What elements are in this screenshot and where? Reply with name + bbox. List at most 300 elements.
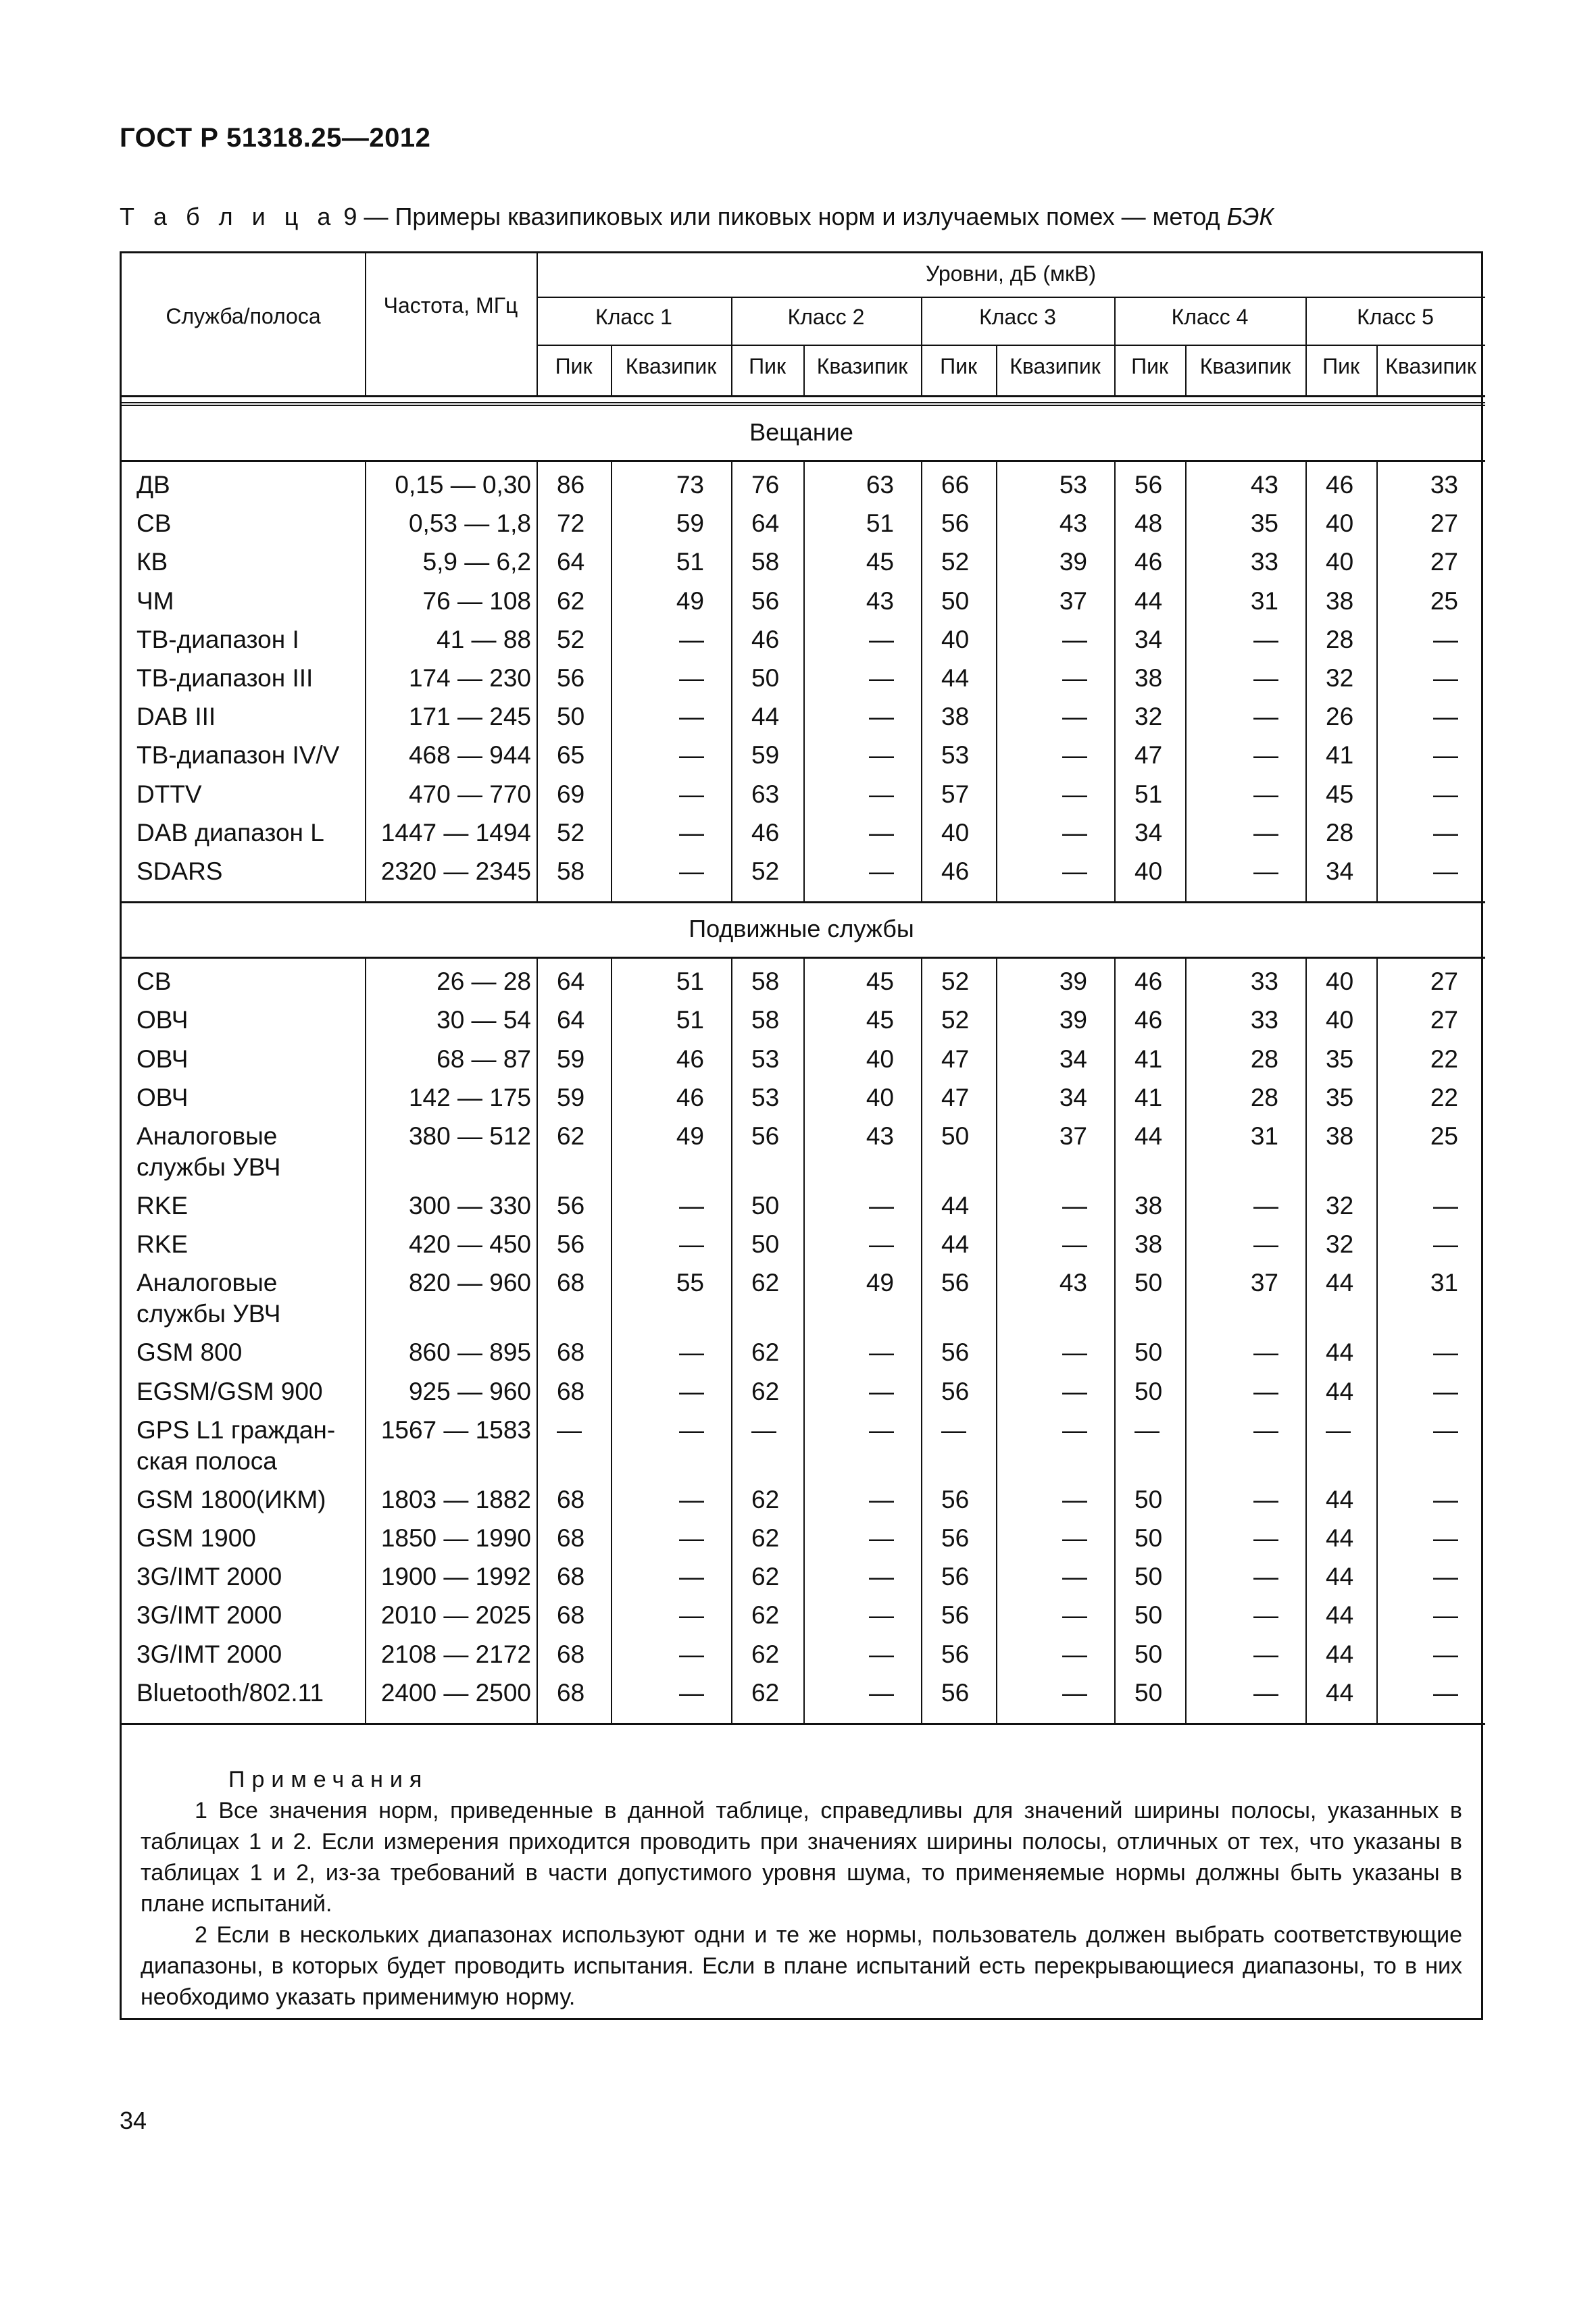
quasipeak-value: — <box>869 741 894 770</box>
quasipeak-value: — <box>1253 1524 1278 1552</box>
frequency-range: 76 — 108 <box>422 586 531 615</box>
peak-value: 56 <box>1134 471 1163 499</box>
service-name <box>136 1678 324 1709</box>
peak-value: — <box>751 1415 776 1444</box>
table-caption: Т а б л и ц а 9 — Примеры квазипиковых или пиковых норм и излучаемых помех — метод БЭК <box>120 203 1274 230</box>
peak-value: 58 <box>751 967 780 996</box>
quasipeak-value: — <box>679 1192 704 1219</box>
quasipeak-value: — <box>1062 625 1087 653</box>
peak-value: 44 <box>1134 586 1163 615</box>
subheader-quasipeak: Квазипик <box>816 354 908 378</box>
peak-value: 32 <box>1326 1192 1354 1219</box>
peak-value: 68 <box>557 1269 585 1297</box>
peak-value: 48 <box>1134 509 1163 538</box>
quasipeak-value: — <box>1253 1563 1278 1591</box>
quasipeak-value: — <box>679 1601 704 1630</box>
peak-value: 44 <box>1326 1640 1354 1668</box>
frequency-range: 820 — 960 <box>408 1269 531 1297</box>
quasipeak-value: 33 <box>1430 471 1458 499</box>
grid-line-vertical <box>1376 460 1378 901</box>
subheader-peak: Пик <box>1322 354 1360 378</box>
service-line: RKE <box>136 1230 189 1259</box>
quasipeak-value: — <box>1062 1230 1087 1259</box>
service-line: ОВЧ <box>136 1045 189 1073</box>
peak-value: 44 <box>941 1192 970 1219</box>
quasipeak-value: — <box>679 625 704 653</box>
quasipeak-value: — <box>1062 741 1087 770</box>
peak-value: 44 <box>1326 1377 1354 1405</box>
service-line: 3G/IMT 2000 <box>136 1601 282 1630</box>
quasipeak-value: — <box>869 1338 894 1367</box>
peak-value: 64 <box>751 509 780 538</box>
peak-value: 50 <box>941 586 970 615</box>
quasipeak-value: — <box>869 1563 894 1591</box>
peak-value: 50 <box>1134 1338 1163 1367</box>
quasipeak-value: 27 <box>1430 509 1458 538</box>
grid-line-vertical <box>1114 957 1116 1723</box>
quasipeak-value: — <box>679 1338 704 1367</box>
frequency-range: 300 — 330 <box>408 1192 531 1219</box>
peak-value: 58 <box>557 857 585 885</box>
peak-value: 62 <box>751 1563 780 1591</box>
peak-value: 26 <box>1326 703 1354 731</box>
grid-line-vertical <box>1376 957 1378 1723</box>
quasipeak-value: — <box>1253 1678 1278 1707</box>
grid-line-vertical <box>1185 957 1187 1723</box>
service-name <box>136 1082 188 1113</box>
peak-value: 68 <box>557 1485 585 1513</box>
grid-line-horizontal <box>122 901 1485 903</box>
peak-value: 57 <box>941 780 970 808</box>
class-header: Класс 2 <box>787 305 865 329</box>
peak-value: 68 <box>557 1678 585 1707</box>
peak-value: 41 <box>1134 1083 1163 1111</box>
service-name <box>136 1337 242 1368</box>
quasipeak-value: — <box>1253 1601 1278 1630</box>
frequency-range: 420 — 450 <box>408 1230 531 1259</box>
quasipeak-value: — <box>1433 1230 1458 1259</box>
service-line: ОВЧ <box>136 1006 189 1034</box>
peak-value: 62 <box>751 1524 780 1552</box>
service-line: КВ <box>136 548 168 576</box>
peak-value: 64 <box>557 1006 585 1034</box>
quasipeak-value: — <box>1253 741 1278 770</box>
service-name <box>136 508 171 539</box>
quasipeak-value: 28 <box>1250 1083 1278 1111</box>
service-line: Аналоговые <box>136 1122 278 1150</box>
peak-value: 62 <box>751 1640 780 1668</box>
caption-text: Примеры квазипиковых или пиковых норм и излучаемых помех — метод <box>395 203 1220 230</box>
service-line: EGSM/GSM 900 <box>136 1377 323 1405</box>
quasipeak-value: 43 <box>1059 509 1087 538</box>
subheader-quasipeak: Квазипик <box>1009 354 1101 378</box>
quasipeak-value: 22 <box>1430 1045 1458 1073</box>
emission-limits-table <box>120 251 1483 2020</box>
service-name <box>136 818 324 849</box>
frequency-range: 1900 — 1992 <box>380 1563 531 1591</box>
peak-value: 52 <box>751 857 780 885</box>
quasipeak-value: 37 <box>1250 1269 1278 1297</box>
service-line: ДВ <box>136 471 170 499</box>
peak-value: 41 <box>1134 1045 1163 1073</box>
quasipeak-value: — <box>1433 857 1458 885</box>
peak-value: 35 <box>1326 1045 1354 1073</box>
peak-value: 56 <box>941 509 970 538</box>
page-number: 34 <box>120 2107 147 2134</box>
quasipeak-value: 73 <box>676 471 704 499</box>
peak-value: 28 <box>1326 818 1354 847</box>
subheader-peak: Пик <box>940 354 977 378</box>
quasipeak-value: — <box>1062 1377 1087 1405</box>
grid-line-vertical <box>537 957 538 1723</box>
quasipeak-value: — <box>679 1415 704 1444</box>
quasipeak-value: — <box>1433 780 1458 808</box>
quasipeak-value: — <box>1253 1338 1278 1367</box>
quasipeak-value: — <box>1433 1377 1458 1405</box>
service-name <box>136 586 174 617</box>
peak-value: 32 <box>1134 703 1163 731</box>
frequency-range: 468 — 944 <box>408 741 531 770</box>
quasipeak-value: — <box>869 1678 894 1707</box>
frequency-range: 5,9 — 6,2 <box>422 548 531 576</box>
service-name <box>136 1121 280 1183</box>
peak-value: 72 <box>557 509 585 538</box>
class-header: Класс 4 <box>1171 305 1249 329</box>
quasipeak-value: — <box>679 703 704 731</box>
quasipeak-value: — <box>679 1524 704 1552</box>
quasipeak-value: — <box>1062 703 1087 731</box>
quasipeak-value: 43 <box>1059 1269 1087 1297</box>
quasipeak-value: 33 <box>1250 967 1278 996</box>
peak-value: 50 <box>1134 1640 1163 1668</box>
peak-value: 41 <box>1326 741 1354 770</box>
quasipeak-value: — <box>1253 1192 1278 1219</box>
peak-value: 53 <box>751 1083 780 1111</box>
subheader-quasipeak: Квазипик <box>1199 354 1291 378</box>
peak-value: 40 <box>1326 1006 1354 1034</box>
quasipeak-value: — <box>679 818 704 847</box>
service-line: 3G/IMT 2000 <box>136 1563 282 1591</box>
grid-line-vertical <box>996 957 997 1723</box>
peak-value: 50 <box>1134 1377 1163 1405</box>
peak-value: 32 <box>1326 1230 1354 1259</box>
peak-value: 62 <box>557 586 585 615</box>
quasipeak-value: — <box>1062 818 1087 847</box>
quasipeak-value: 27 <box>1430 1006 1458 1034</box>
grid-line-vertical <box>1114 460 1116 901</box>
service-name <box>136 1639 282 1670</box>
quasipeak-value: — <box>1253 1377 1278 1405</box>
service-line-2: службы УВЧ <box>136 1300 281 1328</box>
peak-value: 44 <box>1134 1122 1163 1150</box>
subheader-quasipeak: Квазипик <box>1385 354 1476 378</box>
peak-value: 46 <box>1134 548 1163 576</box>
peak-value: 38 <box>1134 1230 1163 1259</box>
grid-line-vertical <box>996 345 997 395</box>
quasipeak-value: 51 <box>676 548 704 576</box>
quasipeak-value: — <box>869 1192 894 1219</box>
quasipeak-value: — <box>1433 818 1458 847</box>
peak-value: 44 <box>1326 1678 1354 1707</box>
quasipeak-value: — <box>1062 1415 1087 1444</box>
peak-value: 56 <box>557 664 585 692</box>
grid-line-vertical <box>611 460 612 901</box>
service-line: ОВЧ <box>136 1083 189 1111</box>
quasipeak-value: — <box>1433 1678 1458 1707</box>
peak-value: 56 <box>941 1678 970 1707</box>
quasipeak-value: — <box>679 741 704 770</box>
quasipeak-value: 59 <box>676 509 704 538</box>
peak-value: 59 <box>557 1045 585 1073</box>
quasipeak-value: — <box>1062 664 1087 692</box>
peak-value: 56 <box>941 1563 970 1591</box>
service-name <box>136 701 216 732</box>
peak-value: 50 <box>751 1192 780 1219</box>
peak-value: 40 <box>941 818 970 847</box>
peak-value: 56 <box>751 586 780 615</box>
subheader-peak: Пик <box>749 354 786 378</box>
peak-value: 66 <box>941 471 970 499</box>
peak-value: 58 <box>751 1006 780 1034</box>
notes-title: Примечания <box>228 1767 429 1792</box>
peak-value: 56 <box>751 1122 780 1150</box>
service-line-2: ская полоса <box>136 1447 277 1475</box>
quasipeak-value: 27 <box>1430 548 1458 576</box>
service-name <box>136 966 171 997</box>
quasipeak-value: — <box>1433 1640 1458 1668</box>
grid-line-vertical <box>365 253 366 395</box>
quasipeak-value: 33 <box>1250 548 1278 576</box>
quasipeak-value: 49 <box>866 1269 894 1297</box>
peak-value: 63 <box>751 780 780 808</box>
service-line: Аналоговые <box>136 1269 278 1297</box>
quasipeak-value: 46 <box>676 1083 704 1111</box>
peak-value: 62 <box>751 1338 780 1367</box>
peak-value: 68 <box>557 1563 585 1591</box>
service-name <box>136 1044 188 1075</box>
peak-value: 68 <box>557 1601 585 1630</box>
quasipeak-value: — <box>1062 780 1087 808</box>
service-line: СВ <box>136 967 172 996</box>
quasipeak-value: 46 <box>676 1045 704 1073</box>
frequency-range: 470 — 770 <box>408 780 531 808</box>
quasipeak-value: 31 <box>1250 586 1278 615</box>
quasipeak-value: — <box>869 857 894 885</box>
quasipeak-value: 45 <box>866 548 894 576</box>
service-name <box>136 1561 282 1592</box>
note-1: 1 Все значения норм, приведенные в данной таблице, справедливы для значений ширины полосы, указанных в таблицах 1 и 2. Если измерения приходится проводить при значениях ширины полосы, отличных от тех, что указаны в таблицах 1 и 2, из-за требований в части допустимого уровня шума, то применяемые нормы должны быть указаны в плане испытаний. <box>141 1798 1462 1917</box>
grid-line-vertical <box>803 345 805 395</box>
peak-value: 62 <box>751 1269 780 1297</box>
quasipeak-value: — <box>1433 1563 1458 1591</box>
quasipeak-value: — <box>869 664 894 692</box>
peak-value: 35 <box>1326 1083 1354 1111</box>
peak-value: 56 <box>941 1377 970 1405</box>
service-line: GSM 1800(ИКМ) <box>136 1485 326 1513</box>
grid-line-vertical <box>803 460 805 901</box>
peak-value: 50 <box>1134 1678 1163 1707</box>
grid-line-horizontal <box>122 395 1485 397</box>
frequency-range: 41 — 88 <box>437 625 531 653</box>
quasipeak-value: — <box>679 1563 704 1591</box>
peak-value: 50 <box>1134 1269 1163 1297</box>
service-line: ТВ-диапазон IV/V <box>136 741 340 770</box>
quasipeak-value: 40 <box>866 1083 894 1111</box>
service-name <box>136 740 339 771</box>
quasipeak-value: — <box>1062 1563 1087 1591</box>
peak-value: 34 <box>1326 857 1354 885</box>
header-service: Служба/полоса <box>166 304 321 328</box>
peak-value: 56 <box>557 1230 585 1259</box>
frequency-range: 2108 — 2172 <box>380 1640 531 1668</box>
quasipeak-value: — <box>869 1377 894 1405</box>
grid-line-vertical <box>921 297 922 395</box>
frequency-range: 142 — 175 <box>408 1083 531 1111</box>
quasipeak-value: 45 <box>866 967 894 996</box>
grid-line-vertical <box>537 460 538 901</box>
peak-value: 44 <box>1326 1269 1354 1297</box>
peak-value: 53 <box>941 741 970 770</box>
quasipeak-value: — <box>1433 741 1458 770</box>
grid-line-vertical <box>1376 345 1378 395</box>
quasipeak-value: — <box>1062 1524 1087 1552</box>
peak-value: 59 <box>557 1083 585 1111</box>
quasipeak-value: 39 <box>1059 1006 1087 1034</box>
peak-value: 44 <box>1326 1563 1354 1591</box>
quasipeak-value: — <box>869 703 894 731</box>
quasipeak-value: — <box>1062 1192 1087 1219</box>
peak-value: 44 <box>1326 1524 1354 1552</box>
peak-value: 40 <box>941 625 970 653</box>
grid-line-vertical <box>731 297 732 395</box>
peak-value: 46 <box>941 857 970 885</box>
quasipeak-value: — <box>1253 703 1278 731</box>
quasipeak-value: — <box>1253 818 1278 847</box>
quasipeak-value: — <box>869 1640 894 1668</box>
frequency-range: 380 — 512 <box>408 1122 531 1150</box>
peak-value: 86 <box>557 471 585 499</box>
peak-value: 32 <box>1326 664 1354 692</box>
peak-value: 44 <box>1326 1485 1354 1513</box>
quasipeak-value: — <box>1253 664 1278 692</box>
quasipeak-value: 34 <box>1059 1083 1087 1111</box>
quasipeak-value: — <box>679 1640 704 1668</box>
frequency-range: 1567 — 1583 <box>380 1415 531 1444</box>
quasipeak-value: — <box>1253 857 1278 885</box>
peak-value: 44 <box>1326 1601 1354 1630</box>
quasipeak-value: — <box>679 664 704 692</box>
frequency-range: 68 — 87 <box>437 1045 531 1073</box>
peak-value: 62 <box>751 1601 780 1630</box>
service-line: SDARS <box>136 857 223 885</box>
service-name <box>136 1190 188 1222</box>
peak-value: 62 <box>557 1122 585 1150</box>
grid-line-vertical <box>1185 345 1187 395</box>
grid-line-vertical <box>996 460 997 901</box>
frequency-range: 2010 — 2025 <box>380 1601 531 1630</box>
frequency-range: 925 — 960 <box>408 1377 531 1405</box>
peak-value: 34 <box>1134 818 1163 847</box>
quasipeak-value: — <box>679 780 704 808</box>
quasipeak-value: 37 <box>1059 1122 1087 1150</box>
peak-value: 47 <box>941 1045 970 1073</box>
peak-value: 52 <box>941 1006 970 1034</box>
service-name <box>136 1376 323 1407</box>
quasipeak-value: 34 <box>1059 1045 1087 1073</box>
quasipeak-value: — <box>869 1485 894 1513</box>
peak-value: 44 <box>1326 1338 1354 1367</box>
quasipeak-value: 39 <box>1059 967 1087 996</box>
frequency-range: 171 — 245 <box>408 703 531 731</box>
service-line: GSM 800 <box>136 1338 243 1367</box>
peak-value: 69 <box>557 780 585 808</box>
quasipeak-value: 25 <box>1430 586 1458 615</box>
peak-value: 56 <box>941 1269 970 1297</box>
peak-value: 38 <box>1326 1122 1354 1150</box>
service-line: Bluetooth/802.11 <box>136 1678 324 1707</box>
grid-line-vertical <box>365 460 366 901</box>
service-name <box>136 1005 188 1036</box>
section-title: Подвижные службы <box>689 915 914 943</box>
peak-value: 44 <box>941 1230 970 1259</box>
peak-value: 52 <box>557 818 585 847</box>
peak-value: 50 <box>941 1122 970 1150</box>
quasipeak-value: — <box>869 1415 894 1444</box>
service-name <box>136 1267 280 1330</box>
frequency-range: 2400 — 2500 <box>380 1678 531 1707</box>
grid-line-vertical <box>1305 460 1307 901</box>
peak-value: 44 <box>751 703 780 731</box>
peak-value: 56 <box>941 1338 970 1367</box>
quasipeak-value: 51 <box>866 509 894 538</box>
notes-block <box>141 1764 1462 2013</box>
service-line: ТВ-диапазон III <box>136 664 314 692</box>
service-line: DTTV <box>136 780 202 808</box>
quasipeak-value: 53 <box>1059 471 1087 499</box>
service-line: GSM 1900 <box>136 1524 256 1552</box>
service-name <box>136 1523 256 1554</box>
peak-value: 50 <box>1134 1601 1163 1630</box>
quasipeak-value: 31 <box>1430 1269 1458 1297</box>
peak-value: 50 <box>1134 1485 1163 1513</box>
peak-value: 44 <box>941 664 970 692</box>
section-title: Вещание <box>749 418 853 446</box>
quasipeak-value: — <box>1433 625 1458 653</box>
header-frequency: Частота, МГц <box>383 293 518 318</box>
quasipeak-value: — <box>1433 1485 1458 1513</box>
grid-line-vertical <box>731 957 732 1723</box>
service-name <box>136 470 170 501</box>
service-line: ЧМ <box>136 586 174 615</box>
peak-value: 50 <box>751 1230 780 1259</box>
service-line: RKE <box>136 1192 189 1219</box>
quasipeak-value: 22 <box>1430 1083 1458 1111</box>
service-name <box>136 1600 282 1631</box>
peak-value: — <box>941 1415 966 1444</box>
service-line: DAB диапазон L <box>136 818 324 847</box>
peak-value: 40 <box>1134 857 1163 885</box>
quasipeak-value: 43 <box>1250 471 1278 499</box>
frequency-range: 0,15 — 0,30 <box>395 471 531 499</box>
quasipeak-value: — <box>679 1377 704 1405</box>
quasipeak-value: — <box>869 780 894 808</box>
peak-value: 62 <box>751 1678 780 1707</box>
quasipeak-value: 49 <box>676 1122 704 1150</box>
quasipeak-value: 43 <box>866 1122 894 1150</box>
grid-line-vertical <box>1114 297 1116 395</box>
peak-value: 38 <box>1134 664 1163 692</box>
quasipeak-value: 40 <box>866 1045 894 1073</box>
